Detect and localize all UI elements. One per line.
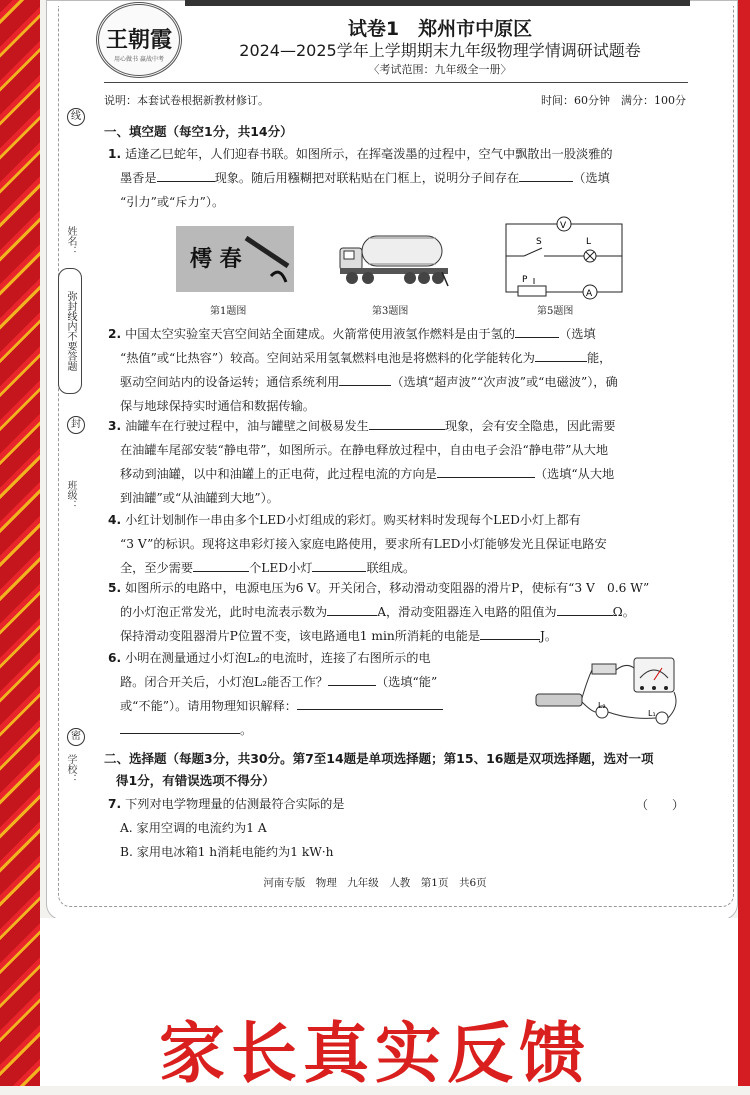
answer-blank[interactable]	[193, 557, 249, 572]
exam-scope: 〈考试范围：九年级全一册〉	[368, 63, 512, 76]
question-number: 5.	[108, 581, 122, 595]
question-text: 的小灯泡正常发光，此时电流表示数为	[120, 605, 328, 619]
question-text: 中国太空实验室天宫空间站全面建成。火箭常使用液氢作燃料是由于氢的	[125, 327, 516, 341]
question-text: 联组成。	[366, 561, 416, 575]
answer-blank[interactable]	[327, 601, 377, 616]
question-text: （选填“超声波”“次声波”或“电磁波”），确	[391, 375, 618, 389]
question-text: （选填“从大地	[534, 467, 615, 481]
answer-blank[interactable]	[535, 347, 587, 362]
figure-6-circuit-photo	[530, 648, 690, 734]
switch-label: S	[536, 237, 542, 247]
decorative-ribbon-left	[0, 0, 40, 1086]
page-footer: 河南专版 物理 九年级 人教 第1页 共6页	[263, 877, 487, 889]
question-text: 小红计划制作一串由多个LED小灯组成的彩灯。购买材料时发现每个LED小灯上都有	[125, 513, 581, 527]
question-number: 6.	[108, 651, 122, 665]
question-text: （选填	[573, 171, 610, 185]
question-text: 保与地球保持实时通信和数据传输。	[120, 399, 315, 413]
figure-5-circuit	[500, 214, 630, 300]
seal-mark-secret: 密	[67, 728, 85, 746]
question-text: 全，至少需要	[120, 561, 194, 575]
seal-warning-box: 弥封线内不要答题	[58, 268, 82, 394]
question-number: 4.	[108, 513, 122, 527]
exam-title: 试卷1 郑州市中原区	[347, 18, 533, 40]
question-text: 小明在测量通过小灯泡L₂的电流时，连接了右图所示的电	[125, 651, 431, 665]
answer-blank[interactable]	[120, 719, 240, 734]
feedback-banner: 家长真实反馈	[159, 1015, 591, 1092]
question-text: 个LED小灯	[249, 561, 313, 575]
section-title-line: 二、选择题（每题3分，共30分。第7至14题是单项选择题；第15、16题是双项选择题，选对一项	[104, 751, 654, 766]
answer-blank[interactable]	[312, 557, 366, 572]
question-text: Ω。	[612, 605, 635, 619]
figure-1-caption: 第1题图	[210, 306, 247, 317]
question-text: 在油罐车尾部安装“静电带”，如图所示。在静电释放过程中，自由电子会沿“静电带”从大地	[120, 443, 609, 457]
lamp-l2-label: L₂	[598, 701, 606, 710]
lamp-l1-label: L₁	[648, 709, 656, 718]
exam-note: 说明：本套试卷根据新教材修订。	[104, 94, 269, 107]
question-text: 下列对电学物理量的估测最符合实际的是	[125, 797, 345, 811]
question-text: J。	[540, 629, 558, 643]
question-text: 移动到油罐，以中和油罐上的正电荷，此过程电流的方向是	[120, 467, 437, 481]
seal-mark-seal: 封	[67, 416, 85, 434]
option-b[interactable]: B. 家用电冰箱1 h消耗电能约为1 kW·h	[120, 845, 334, 859]
question-number: 1.	[108, 147, 122, 161]
figure-3-tanker-truck	[338, 222, 454, 292]
figure-3-caption: 第3题图	[372, 306, 409, 317]
answer-blank[interactable]	[519, 167, 573, 182]
question-1	[108, 142, 688, 214]
question-text: 到油罐”或“从油罐到大地”）。	[120, 491, 279, 505]
section-title-line: 得1分，有错误选项不得分）	[116, 773, 275, 788]
answer-blank[interactable]	[339, 371, 391, 386]
question-text: “热值”或“比热容”）较高。空间站采用氢氧燃料电池是将燃料的化学能转化为	[120, 351, 535, 365]
header-bar	[185, 0, 690, 6]
logo-subtext: 用心做书 赢战中考	[114, 56, 164, 63]
question-text: “引力”或“斥力”）。	[120, 195, 225, 209]
voltmeter-label: V	[560, 221, 567, 231]
question-number: 2.	[108, 327, 122, 341]
answer-blank[interactable]	[328, 671, 376, 686]
question-text: （选填	[559, 327, 596, 341]
question-text: 。	[240, 723, 253, 737]
publisher-logo	[96, 2, 182, 78]
figure-1-calligraphy	[176, 226, 294, 292]
answer-blank[interactable]	[480, 625, 540, 640]
exam-time-score: 时间：60分钟 满分：100分	[541, 94, 686, 107]
question-2	[108, 322, 688, 418]
question-text: 适逢乙巳蛇年，人们迎春书联。如图所示，在挥毫泼墨的过程中，空气中飘散出一股淡雅的	[125, 147, 613, 161]
slider-label: P	[522, 275, 528, 285]
question-number: 7.	[108, 797, 122, 811]
seal-mark-line: 线	[67, 108, 85, 126]
lamp-label: L	[586, 237, 592, 247]
section-choice-title	[104, 748, 694, 792]
ammeter-label: A	[586, 289, 593, 299]
question-text: 能，	[586, 351, 612, 365]
question-text: （选填“能”	[375, 675, 438, 689]
answer-blank[interactable]	[369, 415, 445, 430]
logo-text: 王朝霞	[105, 27, 172, 53]
answer-parentheses[interactable]: （ ）	[635, 798, 684, 812]
question-text: A，滑动变阻器连入电路的阻值为	[377, 605, 557, 619]
question-6	[108, 646, 508, 742]
exam-subtitle: 2024—2025学年上学期期末九年级物理学情调研试题卷	[239, 41, 641, 60]
question-text: 保持滑动变阻器滑片P位置不变，该电路通电1 min所消耗的电能是	[120, 629, 481, 643]
answer-blank[interactable]	[157, 167, 215, 182]
class-field-label: 班级：	[65, 480, 76, 510]
option-a[interactable]: A. 家用空调的电流约为1 A	[120, 821, 267, 835]
question-text: 如图所示的电路中，电源电压为6 V。开关闭合，移动滑动变阻器的滑片P，使标有“3 V 0.6 W”	[125, 581, 650, 595]
question-text: “3 V”的标识。现将这串彩灯接入家庭电路使用，要求所有LED小灯能够发光且保证电路安	[120, 537, 607, 551]
figure-5-caption: 第5题图	[537, 306, 574, 317]
answer-blank[interactable]	[557, 601, 613, 616]
question-text: 油罐车在行驶过程中，油与罐壁之间极易发生	[125, 419, 369, 433]
question-3	[108, 414, 688, 510]
question-text: 现象。随后用糨糊把对联粘贴在门框上，说明分子间存在	[214, 171, 520, 185]
question-text: 墨香是	[120, 171, 157, 185]
question-text: 现象，会有安全隐患，因此需要	[444, 419, 616, 433]
question-text: 或“不能”）。请用物理知识解释：	[120, 699, 297, 713]
section-fill-in-title: 一、填空题（每空1分，共14分）	[104, 124, 293, 139]
answer-blank[interactable]	[437, 463, 535, 478]
question-5	[108, 576, 688, 648]
question-number: 3.	[108, 419, 122, 433]
answer-blank[interactable]	[297, 695, 443, 710]
calligraphy-chars: 樗 春	[190, 246, 242, 272]
question-4	[108, 508, 688, 580]
question-text: 驱动空间站内的设备运转；通信系统利用	[120, 375, 340, 389]
name-field-label: 姓名：	[65, 226, 76, 256]
question-text: 路。闭合开关后，小灯泡L₂能否工作？	[120, 675, 328, 689]
school-field-label: 学校：	[65, 754, 76, 784]
answer-blank[interactable]	[515, 323, 559, 338]
decorative-ribbon-right	[738, 0, 750, 1086]
divider	[104, 82, 688, 83]
question-7	[108, 792, 688, 864]
